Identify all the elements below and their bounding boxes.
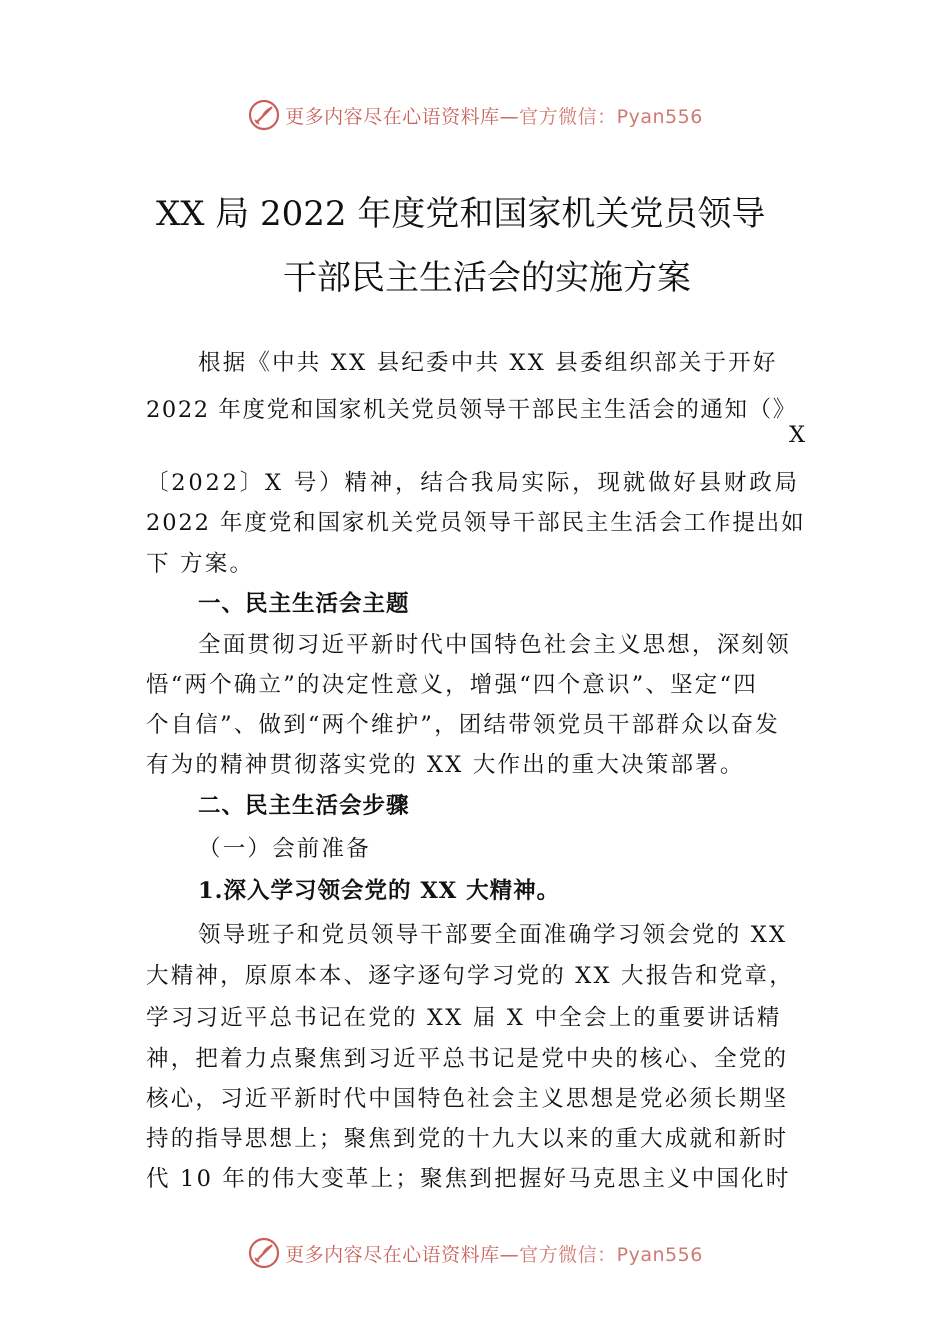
paragraph-line: 〔2022〕X 号）精神，结合我局实际，现就做好县财政局	[146, 470, 800, 496]
paragraph-line: 个自信”、做到“两个维护”，团结带领党员干部群众以奋发	[146, 712, 780, 738]
banner-wechat: 官方微信：Pyan556	[519, 105, 703, 128]
section-heading: 二、民主生活会步骤	[198, 793, 410, 819]
paragraph-line: 持的指导思想上；聚焦到党的十九大以来的重大成就和新时	[146, 1126, 789, 1152]
paragraph-line: 学习习近平总书记在党的 XX 届 X 中全会上的重要讲话精	[146, 1005, 782, 1031]
banner-separator: —	[499, 1243, 520, 1266]
banner-separator: —	[499, 105, 520, 128]
banner-main: 更多内容尽在心语资料库	[285, 1243, 500, 1266]
section-heading: 一、民主生活会主题	[198, 591, 410, 617]
paragraph-line: 神，把着力点聚焦到习近平总书记是党中央的核心、全党的	[146, 1046, 789, 1072]
quill-logo-icon	[247, 1236, 281, 1270]
item-heading: 1.深入学习领会党的 XX 大精神。	[198, 878, 561, 904]
paragraph-line: 有为的精神贯彻落实党的 XX 大作出的重大决策部署。	[146, 752, 745, 778]
banner-text	[285, 102, 703, 129]
paragraph-line: 2022 年度党和国家机关党员领导干部民主生活会的通知（》	[146, 397, 797, 423]
paragraph-line: 下 方案。	[146, 551, 255, 577]
document-title-line-2: 干部民主生活会的实施方案	[283, 258, 691, 298]
banner-wechat: 官方微信：Pyan556	[519, 1243, 703, 1266]
paragraph-line: 代 10 年的伟大变革上；聚焦到把握好马克思主义中国化时	[146, 1166, 791, 1192]
paragraph-line: 核心，习近平新时代中国特色社会主义思想是党必须长期坚	[146, 1086, 789, 1112]
paragraph-line: 大精神，原原本本、逐字逐句学习党的 XX 大报告和党章，	[146, 963, 794, 989]
paragraph-line: 根据《中共 XX 县纪委中共 XX 县委组织部关于开好	[198, 350, 778, 376]
subsection-heading: （一）会前准备	[198, 836, 371, 862]
footer-banner	[0, 1233, 950, 1273]
paragraph-line: 2022 年度党和国家机关党员领导干部民主生活会工作提出如	[146, 510, 806, 536]
banner-text	[285, 1240, 703, 1267]
header-banner	[0, 95, 950, 135]
paragraph-line: X	[789, 422, 808, 448]
document-title-line-1: XX 局 2022 年度党和国家机关党员领导	[156, 194, 766, 234]
banner-main: 更多内容尽在心语资料库	[285, 105, 500, 128]
paragraph-line: 领导班子和党员领导干部要全面准确学习领会党的 XX	[198, 922, 788, 948]
paragraph-line: 全面贯彻习近平新时代中国特色社会主义思想，深刻领	[198, 632, 791, 658]
quill-logo-icon	[247, 98, 281, 132]
paragraph-line: 悟“两个确立”的决定性意义，增强“四个意识”、坚定“四	[146, 672, 758, 698]
